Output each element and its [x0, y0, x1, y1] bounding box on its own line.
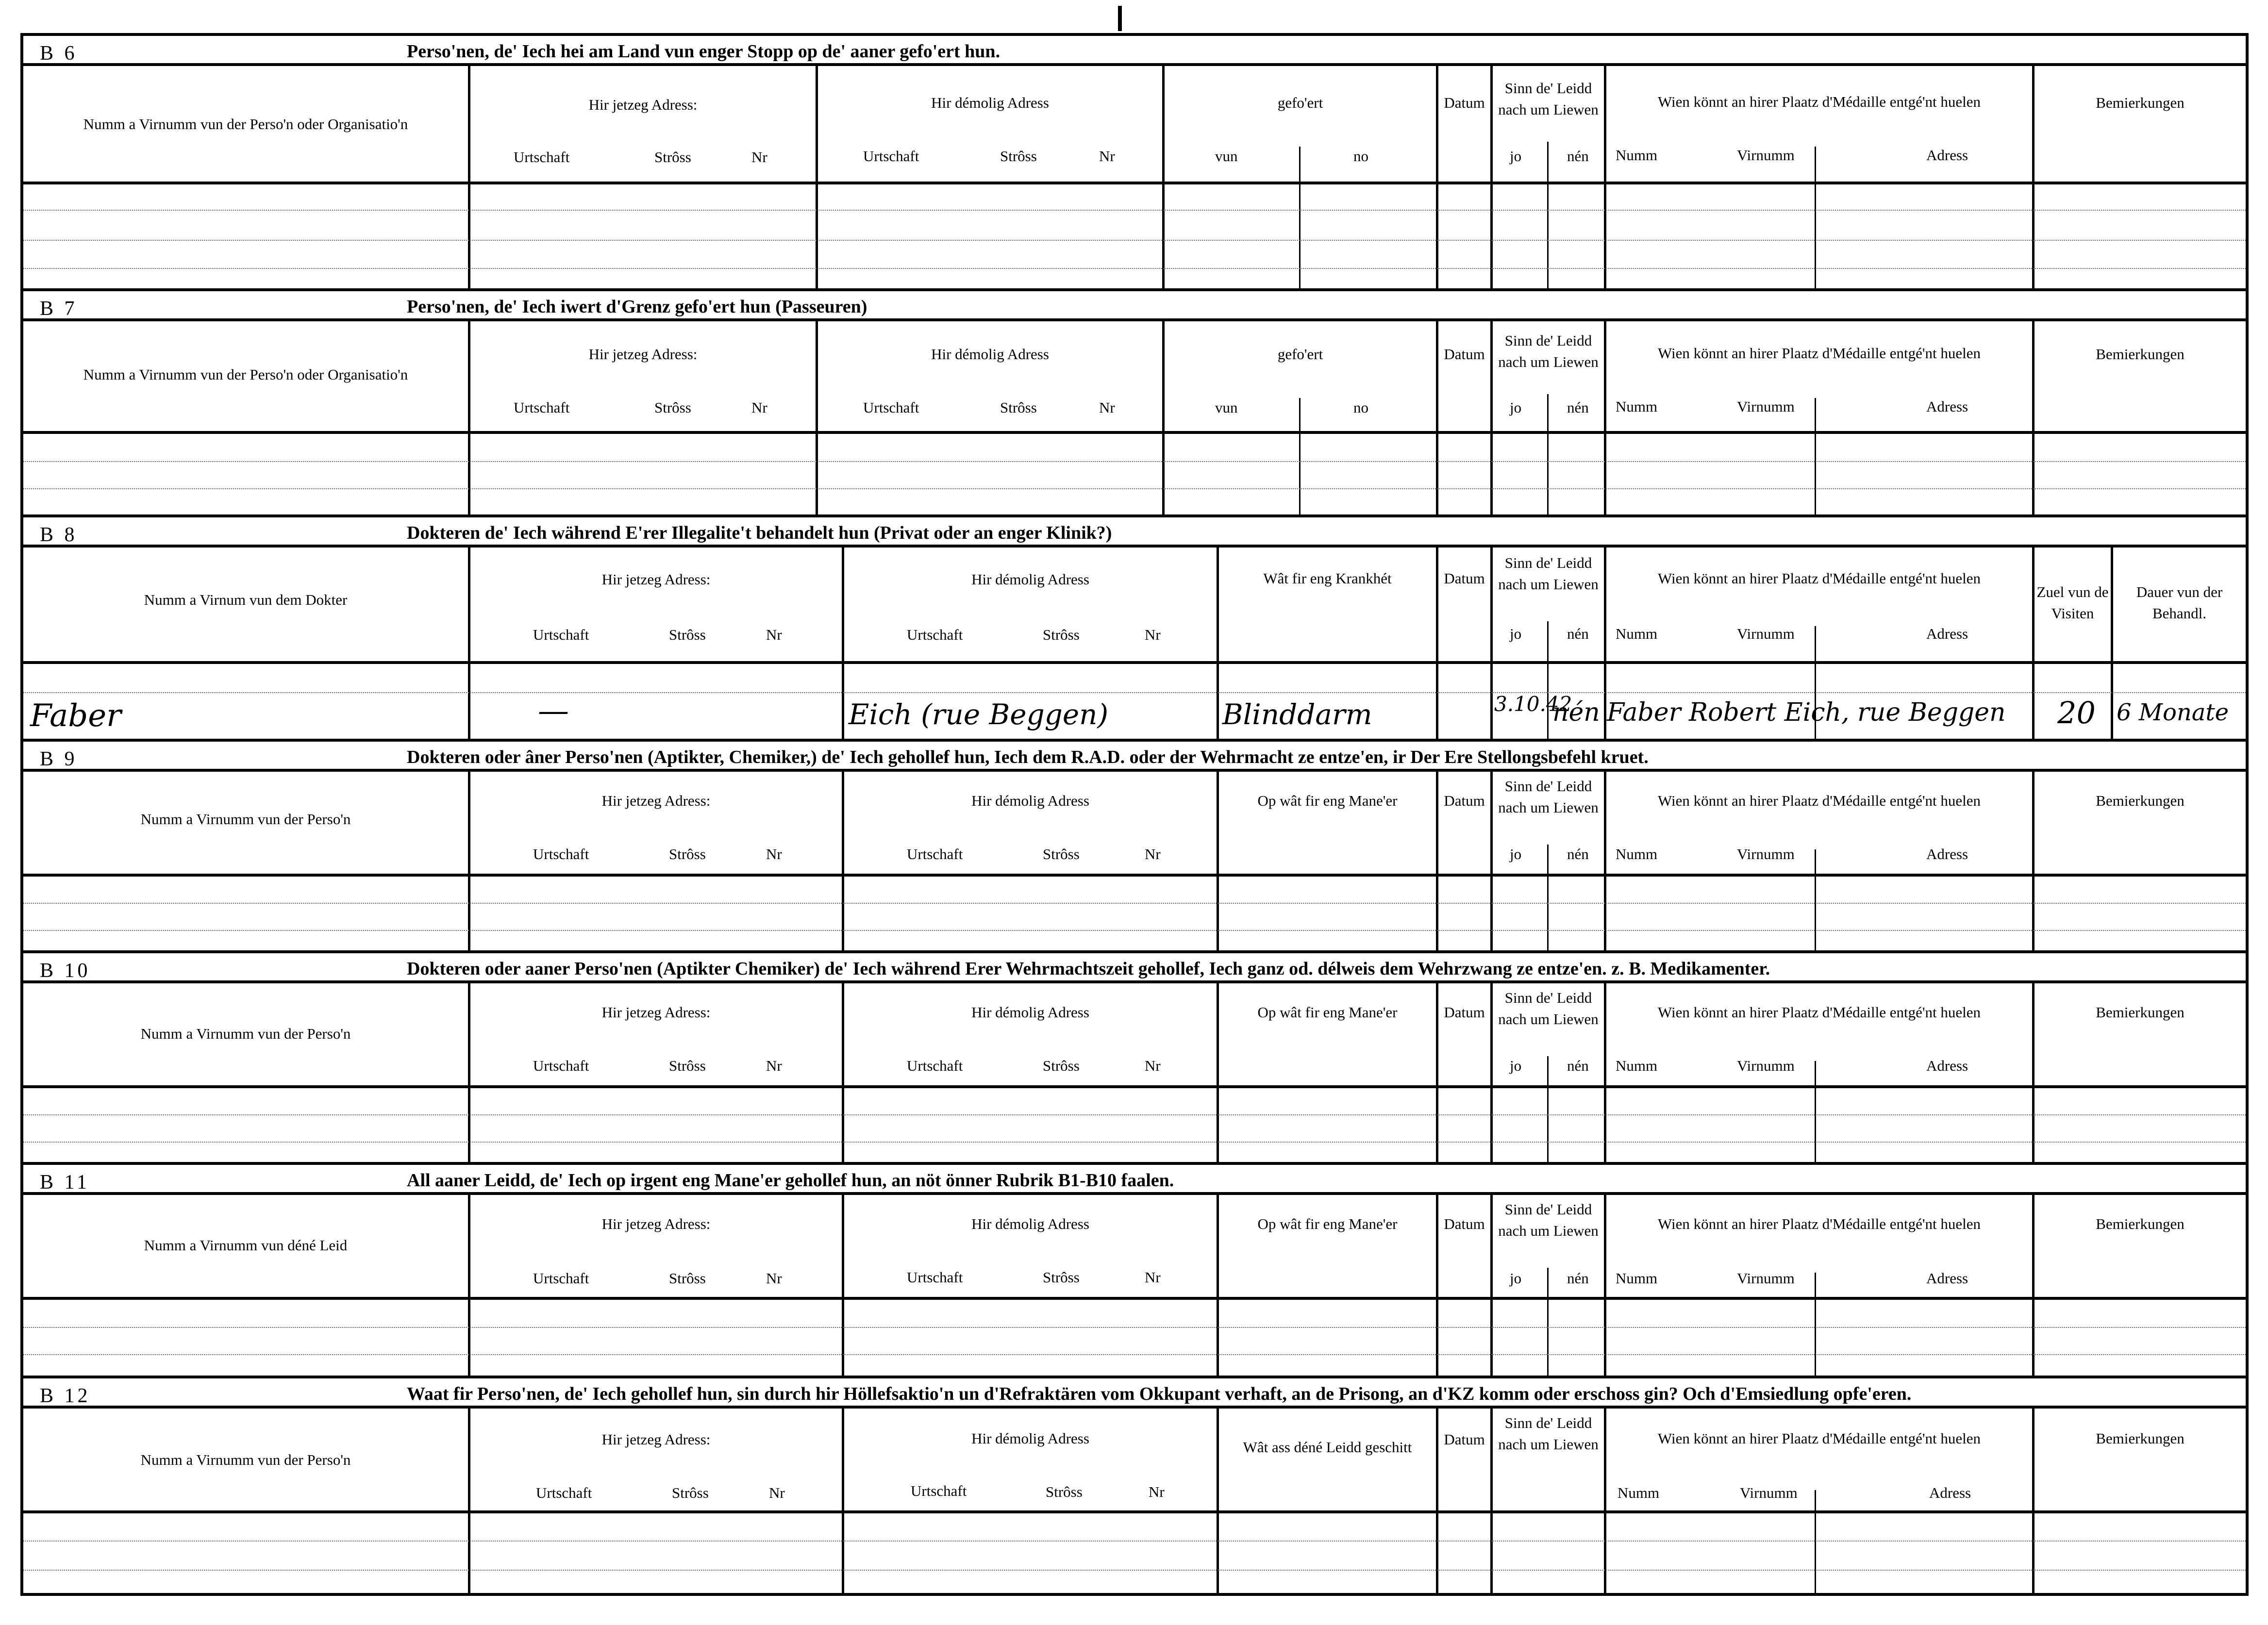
col-virnumm: Virnumm	[1737, 398, 1795, 415]
section-code: B 6	[40, 42, 78, 65]
col-numm-2: Numm	[1616, 846, 1658, 862]
col-numm: Numm a Virnumm vun déné Leid	[144, 1237, 348, 1254]
section-header	[23, 517, 2246, 547]
col-urtschaft: Urtschaft	[907, 1057, 963, 1074]
section-title: Perso'nen, de' Iech iwert d'Grenz gefo'ert hun (Passeuren)	[407, 297, 867, 317]
col-urtschaft: Urtschaft	[911, 1482, 967, 1499]
col-nr: Nr	[1145, 846, 1161, 862]
col-nen: nén	[1567, 846, 1589, 862]
form-frame	[20, 33, 2249, 1596]
col-nr: Nr	[1099, 399, 1115, 416]
section-header	[23, 1378, 2246, 1409]
section-title: Waat fir Perso'nen, de' Iech gehollef hun, sin durch hir Höllefsaktio'n un d'Refraktären vom Okkupant verhaft, an de Prisong, an d'KZ komm oder erschoss gin? Och d'Emsiedlung opfe'eren.	[407, 1384, 1912, 1404]
col-nr: Nr	[1099, 148, 1115, 165]
col-stross: Strôss	[1043, 846, 1080, 862]
col-sinn: Sinn de' Leidd nach um Liewen	[1498, 1414, 1599, 1453]
col-mane: Op wât fir eng Mane'er	[1257, 1215, 1398, 1232]
col-urtschaft: Urtschaft	[533, 1057, 589, 1074]
col-stross: Strôss	[669, 626, 706, 643]
col-virnumm: Virnumm	[1737, 846, 1795, 862]
col-numm-2: Numm	[1616, 1057, 1658, 1074]
col-urtschaft: Urtschaft	[533, 846, 589, 862]
col-bemierkungen: Bemierkungen	[2096, 1215, 2185, 1232]
col-bemierkungen: Bemierkungen	[2096, 1430, 2185, 1447]
col-stross: Strôss	[672, 1484, 709, 1501]
col-datum: Datum	[1444, 792, 1485, 809]
section-code: B 8	[40, 524, 78, 546]
col-numm-2: Numm	[1616, 398, 1658, 415]
section-b12	[23, 1378, 2246, 1593]
col-virnumm: Virnumm	[1740, 1484, 1798, 1501]
section-title: Dokteren de' Iech während E'rer Illegalite't behandelt hun (Privat oder an enger Klinik?)	[407, 523, 1112, 543]
col-datum: Datum	[1444, 346, 1485, 363]
entry-medaille: Faber Robert Eich, rue Beggen	[1607, 698, 2006, 727]
col-jetzeg: Hir jetzeg Adress:	[601, 1431, 711, 1448]
section-header	[23, 291, 2246, 321]
entry-demolig: Eich (rue Beggen)	[849, 698, 1109, 731]
col-wien: Wien könnt an hirer Plaatz d'Médaille entgé'nt huelen	[1657, 570, 1981, 587]
col-urtschaft: Urtschaft	[907, 846, 963, 862]
entry-sinn: nén	[1552, 698, 1600, 727]
col-nr: Nr	[1145, 1057, 1161, 1074]
col-sinn: Sinn de' Leidd nach um Liewen	[1498, 80, 1599, 118]
col-mane: Op wât fir eng Mane'er	[1257, 1004, 1398, 1021]
col-urtschaft: Urtschaft	[514, 149, 570, 166]
col-jo: jo	[1510, 148, 1522, 165]
col-nr: Nr	[766, 1270, 782, 1287]
col-stross: Strôss	[1000, 148, 1037, 165]
col-demolig: Hir démolig Adress	[971, 1430, 1089, 1447]
col-nen: nén	[1567, 1270, 1589, 1287]
col-numm: Numm a Virnum vun dem Dokter	[144, 591, 348, 608]
col-datum: Datum	[1444, 1431, 1485, 1448]
col-nen: nén	[1567, 1057, 1589, 1074]
col-wien: Wien könnt an hirer Plaatz d'Médaille entgé'nt huelen	[1657, 93, 1981, 110]
section-b7	[23, 291, 2246, 517]
section-title: Dokteren oder aaner Perso'nen (Aptikter Chemiker) de' Iech während Erer Wehrmachtszeit gehollef, Iech ganz od. délweis dem Wehrzwang ze entze'en. z. B. Medikamenter.	[407, 959, 1770, 979]
col-jo: jo	[1510, 1270, 1522, 1287]
col-jo: jo	[1510, 399, 1522, 416]
col-adress: Adress	[1929, 1484, 1971, 1501]
col-demolig: Hir démolig Adress	[971, 792, 1089, 809]
entry-dauer: 6 Monate	[2117, 699, 2229, 726]
col-zuel: Zuel vun de Visiten	[2036, 583, 2109, 622]
col-sinn: Sinn de' Leidd nach um Liewen	[1498, 332, 1599, 370]
section-header	[23, 36, 2246, 66]
section-title: Dokteren oder âner Perso'nen (Aptikter, Chemiker,) de' Iech gehollef hun, Iech dem R.A.D. oder der Wehrmacht ze entze'en, ir Der Ere Stellongsbefehl kruet.	[407, 747, 1649, 767]
col-sinn: Sinn de' Leidd nach um Liewen	[1498, 989, 1599, 1028]
col-jetzeg: Hir jetzeg Adress:	[588, 346, 698, 363]
col-datum: Datum	[1444, 1004, 1485, 1021]
col-gefoert: gefo'ert	[1277, 346, 1323, 363]
col-wien: Wien könnt an hirer Plaatz d'Médaille entgé'nt huelen	[1657, 792, 1981, 809]
col-nen: nén	[1567, 625, 1589, 642]
section-code: B 10	[40, 960, 91, 982]
col-sinn: Sinn de' Leidd nach um Liewen	[1498, 778, 1599, 816]
col-demolig: Hir démolig Adress	[971, 571, 1089, 588]
top-tick-mark	[1118, 6, 1122, 31]
col-stross: Strôss	[1046, 1483, 1083, 1500]
col-stross: Strôss	[1043, 1057, 1080, 1074]
col-urtschaft: Urtschaft	[907, 1269, 963, 1286]
col-numm-2: Numm	[1616, 147, 1658, 164]
section-title: Perso'nen, de' Iech hei am Land vun enger Stopp op de' aaner gefo'ert hun.	[407, 41, 1001, 62]
entry-zuel: 20	[2057, 695, 2096, 730]
section-title: All aaner Leidd, de' Iech op irgent eng Mane'er gehollef hun, an nöt önner Rubrik B1-B10 faalen.	[407, 1170, 1174, 1191]
col-jetzeg: Hir jetzeg Adress:	[601, 792, 711, 809]
col-nr: Nr	[1145, 1269, 1161, 1286]
col-stross: Strôss	[1000, 399, 1037, 416]
col-bemierkungen: Bemierkungen	[2096, 792, 2185, 809]
col-urtschaft: Urtschaft	[863, 399, 919, 416]
col-jetzeg: Hir jetzeg Adress:	[588, 96, 698, 113]
section-header	[23, 953, 2246, 983]
entry-datum: 3.10.42	[1494, 692, 1572, 716]
section-b8	[23, 517, 2246, 742]
col-demolig: Hir démolig Adress	[931, 346, 1049, 363]
col-demolig: Hir démolig Adress	[971, 1004, 1089, 1021]
col-numm: Numm a Virnumm vun der Perso'n	[140, 1451, 351, 1468]
col-stross: Strôss	[669, 1270, 706, 1287]
col-krankhet: Wât fir eng Krankhét	[1263, 570, 1392, 587]
col-virnumm: Virnumm	[1737, 1270, 1795, 1287]
col-wien: Wien könnt an hirer Plaatz d'Médaille entgé'nt huelen	[1657, 1004, 1981, 1021]
col-jo: jo	[1510, 1057, 1522, 1074]
col-vun: vun	[1215, 148, 1238, 165]
entry-jetzeg: —	[538, 693, 569, 729]
col-adress: Adress	[1926, 147, 1968, 164]
col-datum: Datum	[1444, 1215, 1485, 1232]
col-numm-2: Numm	[1618, 1484, 1660, 1501]
section-header	[23, 742, 2246, 772]
section-b11	[23, 1165, 2246, 1378]
col-urtschaft: Urtschaft	[533, 1270, 589, 1287]
col-urtschaft: Urtschaft	[533, 626, 589, 643]
col-jo: jo	[1510, 846, 1522, 862]
col-virnumm: Virnumm	[1737, 147, 1795, 164]
col-dauer: Dauer vun der Behandl.	[2136, 583, 2223, 622]
col-numm: Numm a Virnumm vun der Perso'n oder Organisatio'n	[83, 116, 408, 133]
col-numm-2: Numm	[1616, 1270, 1658, 1287]
col-stross: Strôss	[1043, 1269, 1080, 1286]
col-adress: Adress	[1926, 398, 1968, 415]
col-no: no	[1353, 148, 1368, 165]
section-code: B 11	[40, 1171, 90, 1194]
col-numm: Numm a Virnumm vun der Perso'n	[140, 811, 351, 828]
col-stross: Strôss	[1043, 626, 1080, 643]
col-nr: Nr	[1149, 1483, 1165, 1500]
col-jetzeg: Hir jetzeg Adress:	[601, 1215, 711, 1232]
col-geschitt: Wât ass déné Leidd geschitt	[1243, 1439, 1412, 1456]
col-nen: nén	[1567, 399, 1589, 416]
col-wien: Wien könnt an hirer Plaatz d'Médaille entgé'nt huelen	[1657, 1430, 1981, 1447]
col-stross: Strôss	[654, 149, 691, 166]
section-b9	[23, 742, 2246, 953]
col-datum: Datum	[1444, 570, 1485, 587]
section-code: B 9	[40, 748, 78, 770]
col-stross: Strôss	[669, 846, 706, 862]
col-virnumm: Virnumm	[1737, 1057, 1795, 1074]
col-nr: Nr	[766, 626, 782, 643]
col-sinn: Sinn de' Leidd nach um Liewen	[1498, 554, 1599, 593]
col-numm-2: Numm	[1616, 625, 1658, 642]
col-vun: vun	[1215, 399, 1238, 416]
col-bemierkungen: Bemierkungen	[2096, 1004, 2185, 1021]
section-header	[23, 1165, 2246, 1195]
col-stross: Strôss	[654, 399, 691, 416]
col-urtschaft: Urtschaft	[536, 1484, 592, 1501]
col-no: no	[1353, 399, 1368, 416]
col-nen: nén	[1567, 148, 1589, 165]
col-urtschaft: Urtschaft	[907, 626, 963, 643]
col-jetzeg: Hir jetzeg Adress:	[601, 571, 711, 588]
col-adress: Adress	[1926, 625, 1968, 642]
col-bemierkungen: Bemierkungen	[2096, 94, 2185, 111]
section-b10	[23, 953, 2246, 1165]
entry-numm: Faber	[30, 698, 121, 734]
col-adress: Adress	[1926, 846, 1968, 862]
col-jetzeg: Hir jetzeg Adress:	[601, 1004, 711, 1021]
section-b6	[23, 36, 2246, 291]
col-urtschaft: Urtschaft	[863, 148, 919, 165]
col-wien: Wien könnt an hirer Plaatz d'Médaille entgé'nt huelen	[1657, 1215, 1981, 1232]
col-datum: Datum	[1444, 94, 1485, 111]
col-nr: Nr	[751, 399, 767, 416]
col-sinn: Sinn de' Leidd nach um Liewen	[1498, 1201, 1599, 1239]
col-demolig: Hir démolig Adress	[971, 1215, 1089, 1232]
section-code: B 12	[40, 1385, 91, 1407]
col-nr: Nr	[766, 846, 782, 862]
col-nr: Nr	[766, 1057, 782, 1074]
col-urtschaft: Urtschaft	[514, 399, 570, 416]
col-numm: Numm a Virnumm vun der Perso'n	[140, 1025, 351, 1042]
entry-krankhet: Blinddarm	[1222, 698, 1372, 731]
col-jo: jo	[1510, 625, 1522, 642]
col-nr: Nr	[1145, 626, 1161, 643]
col-wien: Wien könnt an hirer Plaatz d'Médaille entgé'nt huelen	[1657, 345, 1981, 362]
col-bemierkungen: Bemierkungen	[2096, 346, 2185, 363]
col-nr: Nr	[769, 1484, 785, 1501]
col-numm: Numm a Virnumm vun der Perso'n oder Organisatio'n	[83, 366, 408, 383]
col-stross: Strôss	[669, 1057, 706, 1074]
section-code: B 7	[40, 298, 78, 320]
col-virnumm: Virnumm	[1737, 625, 1795, 642]
col-demolig: Hir démolig Adress	[931, 94, 1049, 111]
col-adress: Adress	[1926, 1270, 1968, 1287]
col-adress: Adress	[1926, 1057, 1968, 1074]
col-mane: Op wât fir eng Mane'er	[1257, 792, 1398, 809]
col-nr: Nr	[751, 149, 767, 166]
col-gefoert: gefo'ert	[1277, 94, 1323, 111]
